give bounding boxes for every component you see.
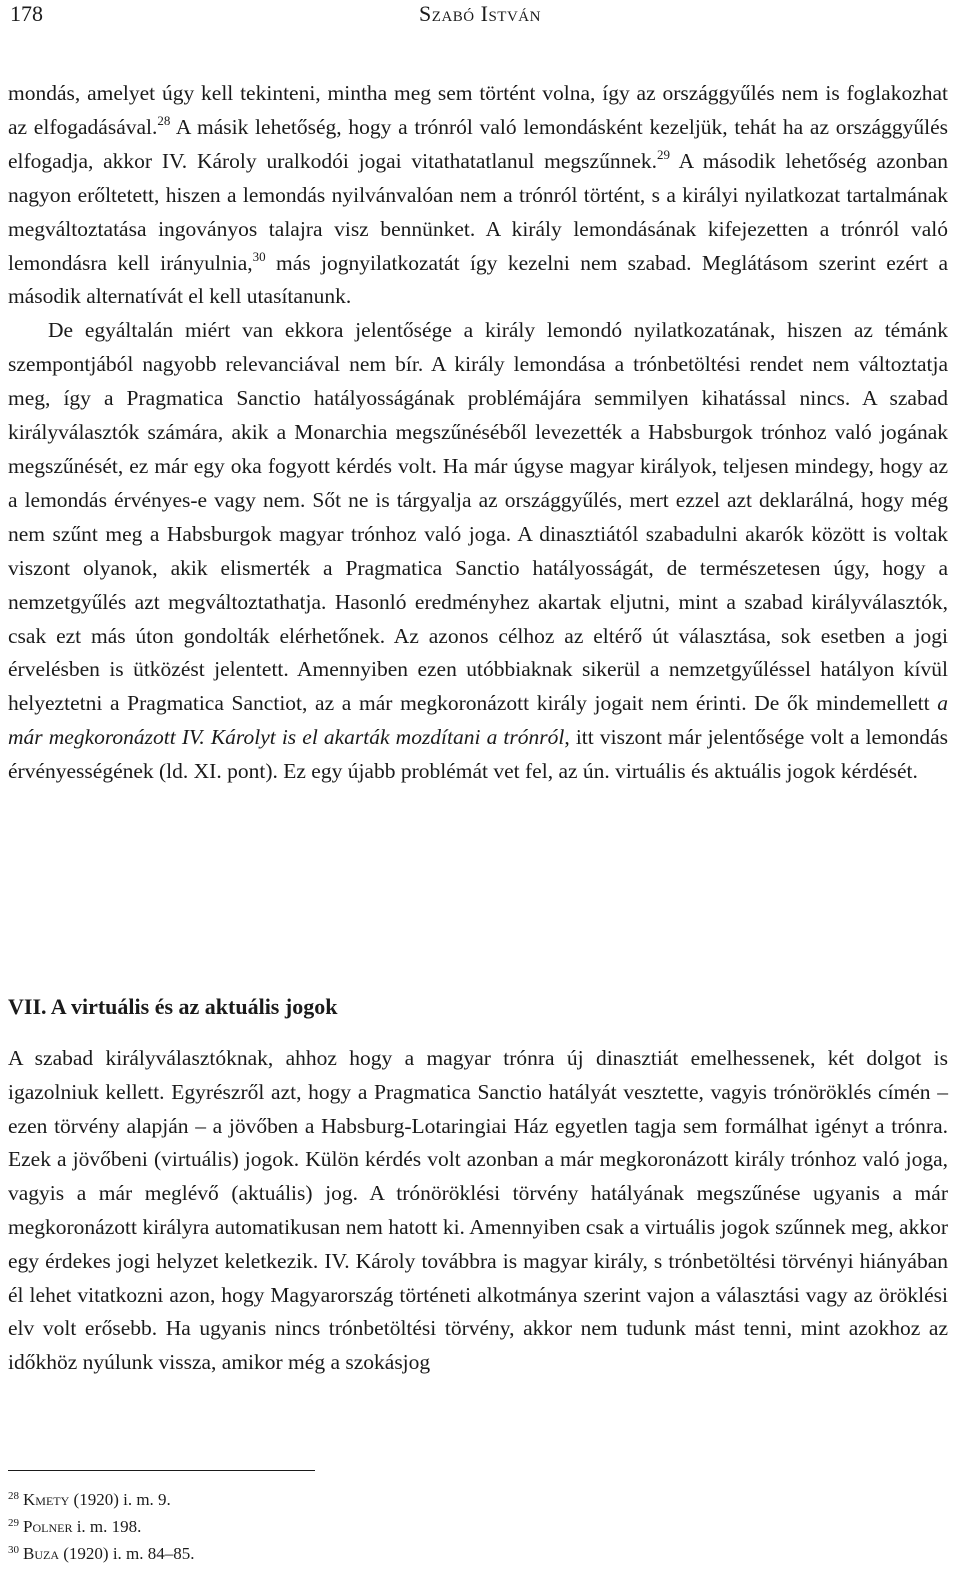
paragraph-2-part-1: De egyáltalán miért van ekkora jelentősége a király lemondó nyilatkozatának, hiszen az témánk szempontjából nagyobb relevanciával nem bír. A király lemondása a trónbetöltési rendet nem változtatja meg, így a Pragmatica Sanctio hatályosságának problémájára semmilyen kihatással nincs. A szabad királyválasztók számára, akik a Monarchia megszűnéséből levezették a Habsburgok trónhoz való jogának megszűnését, ez már egy oka fogyott kérdés volt. Ha már úgyse magyar királyok, teljesen mindegy, hogy az a lemondás érvényes-e vagy nem. Sőt ne is tárgyalja az országgyűlés, mert ezzel azt deklarálná, hogy még nem szűnt meg a Habsburgok magyar trónhoz való joga. A dinasztiától szabadulni akarók között is voltak viszont olyanok, akik elismerték a Pragmatica Sanctio hatályosságát, de természetesen úgy, hogy a nemzetgyűlés azt megváltoztathatja. Hasonló eredményhez akartak eljutni, mint a szabad királyválasztók, csak ezt más úton gondolták elérhetőnek. Az azonos célhoz az eltérő út választása, sok esetben a jogi érvelésben is ütközést jelentett. Amennyiben ezen utóbbiaknak sikerül a nemzetgyűléssel hatályon kívül helyeztetni a Pragmatica Sanctiot, az a már megkoronázott király jogait nem érinti. De ők mindemellett — [8, 318, 948, 716]
paragraph-2 — [8, 314, 948, 789]
footnote-author: Buza — [23, 1544, 60, 1563]
footnote-number: 30 — [8, 1544, 19, 1556]
paragraph-1 — [8, 77, 948, 314]
paragraph-1-part-2: A másik lehetőség, hogy a trónról való lemondásként kezeljük, tehát ha az országgyűlés elfogadja, akkor IV. Károly uralkodói jogai vitathatatlanul megszűnnek. — [8, 114, 948, 173]
footnote-number: 28 — [8, 1490, 19, 1502]
footnote-ref-28: 28 — [157, 112, 171, 128]
footnote-28 — [8, 1486, 608, 1513]
footnote-29 — [8, 1513, 608, 1540]
paragraph-2-part-2: , itt viszont már jelentősége volt a lemondás érvényességének (ld. XI. pont). Ez egy újabb problémát vet fel, az ún. virtuális és aktuális jogok kérdését. — [8, 725, 948, 784]
paragraph-1-part-4: más jognyilatkozatát így kezelni nem szabad. Meglátásom szerint ezért a második alternatívát el kell utasítanunk. — [8, 250, 948, 309]
footnote-divider — [8, 1470, 315, 1471]
section-body — [8, 1042, 948, 1380]
footnote-author: Kmety — [23, 1490, 70, 1509]
footnote-text: (1920) i. m. 84–85. — [59, 1544, 195, 1563]
footnote-ref-29: 29 — [657, 146, 671, 162]
footnote-number: 29 — [8, 1517, 19, 1529]
footnotes — [8, 1486, 608, 1567]
section-paragraph: A szabad királyválasztóknak, ahhoz hogy a magyar trónra új dinasztiát emelhessenek, két dolgot is igazolniuk kellett. Egyrészről azt, hogy a Pragmatica Sanctio hatályát vesztette, vagyis trónöröklés címén – ezen törvény alapján – a jövőben a Habsburg-Lotaringiai Ház egyetlen tagja sem formálhat igényt a trónra. Ezek a jövőbeni (virtuális) jogok. Külön kérdés volt azonban a már megkoronázott király trónhoz való joga, vagyis a már meglévő (aktuális) jog. A trónöröklési törvény hatályának megszűnése ugyanis a már megkoronázott királyra automatikusan nem hatott ki. Amennyiben csak a virtuális jogok szűnnek meg, akkor egy érdekes jogi helyzet keletkezik. IV. Károly továbbra is magyar király, s trónbetöltési törvényi hiányában él lehet vitatkozni azon, hogy Magyarország történeti alkotmánya szerint vajon a választási vagy az öröklési elv volt erősebb. Ha ugyanis nincs trónbetöltési törvény, akkor nem tudunk mást tenni, mint azokhoz az időkhöz nyúlunk vissza, amikor még a szokásjog — [8, 1046, 948, 1375]
footnote-text: (1920) i. m. 9. — [69, 1490, 171, 1509]
paragraph-1-part-3: A második lehetőség azonban nagyon erőltetett, hiszen a lemondás nyilvánvalóan nem a trónról történt, s a királyi nyilatkozat tartalmának megváltoztatása ingoványos talajra visz bennünket. A király lemondásának kifejezetten a trónról való lemondásra kell irányulnia, — [8, 148, 948, 275]
page-number: 178 — [10, 1, 43, 26]
footnote-author: Polner — [23, 1517, 73, 1536]
footnote-ref-30: 30 — [252, 248, 266, 264]
section-heading: VII. A virtuális és az aktuális jogok — [8, 994, 338, 1019]
paragraph-2-italic: a már megkoronázott IV. Károlyt is el akarták mozdítani a trónról — [8, 691, 948, 750]
running-title: Szabó István — [419, 1, 541, 26]
paragraph-1-part-1: mondás, amelyet úgy kell tekinteni, mintha meg sem történt volna, így az országgyűlés nem is foglakozhat az elfogadásával. — [8, 81, 948, 139]
page-header — [0, 0, 960, 34]
footnote-text: i. m. 198. — [72, 1517, 142, 1536]
body-text — [8, 77, 948, 789]
footnote-30 — [8, 1540, 608, 1567]
